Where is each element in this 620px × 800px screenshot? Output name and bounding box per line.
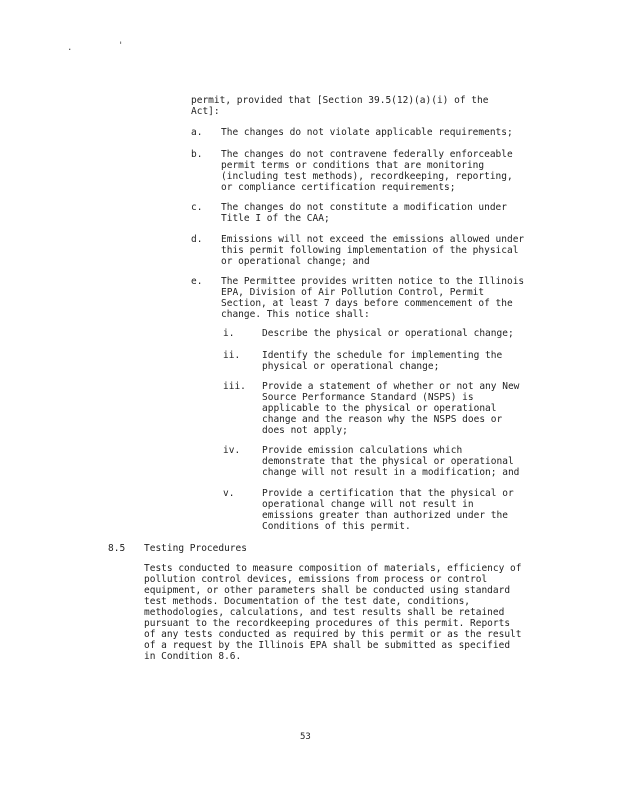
item-e-label: e. [191, 276, 203, 287]
subitem-v-text: Provide a certification that the physical or operational change will not result in emissions greater than authorized under the Conditions of this permit. [262, 488, 514, 532]
item-b-label: b. [191, 149, 203, 160]
subitem-iii-text: Provide a statement of whether or not any New Source Performance Standard (NSPS) is applicable to the physical or operational change and the reason why the NSPS does or does not apply; [262, 381, 520, 436]
item-d-label: d. [191, 234, 203, 245]
section-title: Testing Procedures [144, 543, 247, 554]
item-a-label: a. [191, 127, 203, 138]
section-number: 8.5 [108, 543, 126, 554]
subitem-v-label: v. [223, 488, 235, 499]
corner-mark-right: ' [118, 41, 124, 51]
subitem-i-label: i. [223, 328, 235, 339]
subitem-iv-label: iv. [223, 445, 241, 456]
item-c-label: c. [191, 202, 203, 213]
item-a-text: The changes do not violate applicable requirements; [221, 127, 513, 138]
subitem-ii-label: ii. [223, 350, 241, 361]
item-e-text: The Permittee provides written notice to the Illinois EPA, Division of Air Pollution Control, Permit Section, at least 7 days before commencement of the change. This notice shall: [221, 276, 525, 320]
subitem-iii-label: iii. [223, 381, 246, 392]
subitem-iv-text: Provide emission calculations which demonstrate that the physical or operational change will not result in a modification; and [262, 445, 520, 478]
corner-mark-left: . [67, 43, 73, 53]
item-b-text: The changes do not contravene federally enforceable permit terms or conditions that are monitoring (including test methods), recordkeeping, reporting, or compliance certification requirements; [221, 149, 513, 193]
page-number: 53 [300, 732, 311, 742]
section-body: Tests conducted to measure composition of materials, efficiency of pollution control devices, emissions from process or control equipment, or other parameters shall be conducted using standard test methods. Documentation of the test date, conditions, methodologies, calculations, and test results shall be retained pursuant to the recordkeeping procedures of this permit. Reports of any tests conducted as required by this permit or as the result of a request by the Illinois EPA shall be submitted as specified in Condition 8.6. [144, 563, 522, 662]
subitem-i-text: Describe the physical or operational change; [262, 328, 514, 339]
item-d-text: Emissions will not exceed the emissions allowed under this permit following implementation of the physical or operational change; and [221, 234, 525, 267]
item-c-text: The changes do not constitute a modification under Title I of the CAA; [221, 202, 507, 224]
intro-text: permit, provided that [Section 39.5(12)(a)(i) of the Act]: [191, 95, 489, 117]
subitem-ii-text: Identify the schedule for implementing the physical or operational change; [262, 350, 503, 372]
